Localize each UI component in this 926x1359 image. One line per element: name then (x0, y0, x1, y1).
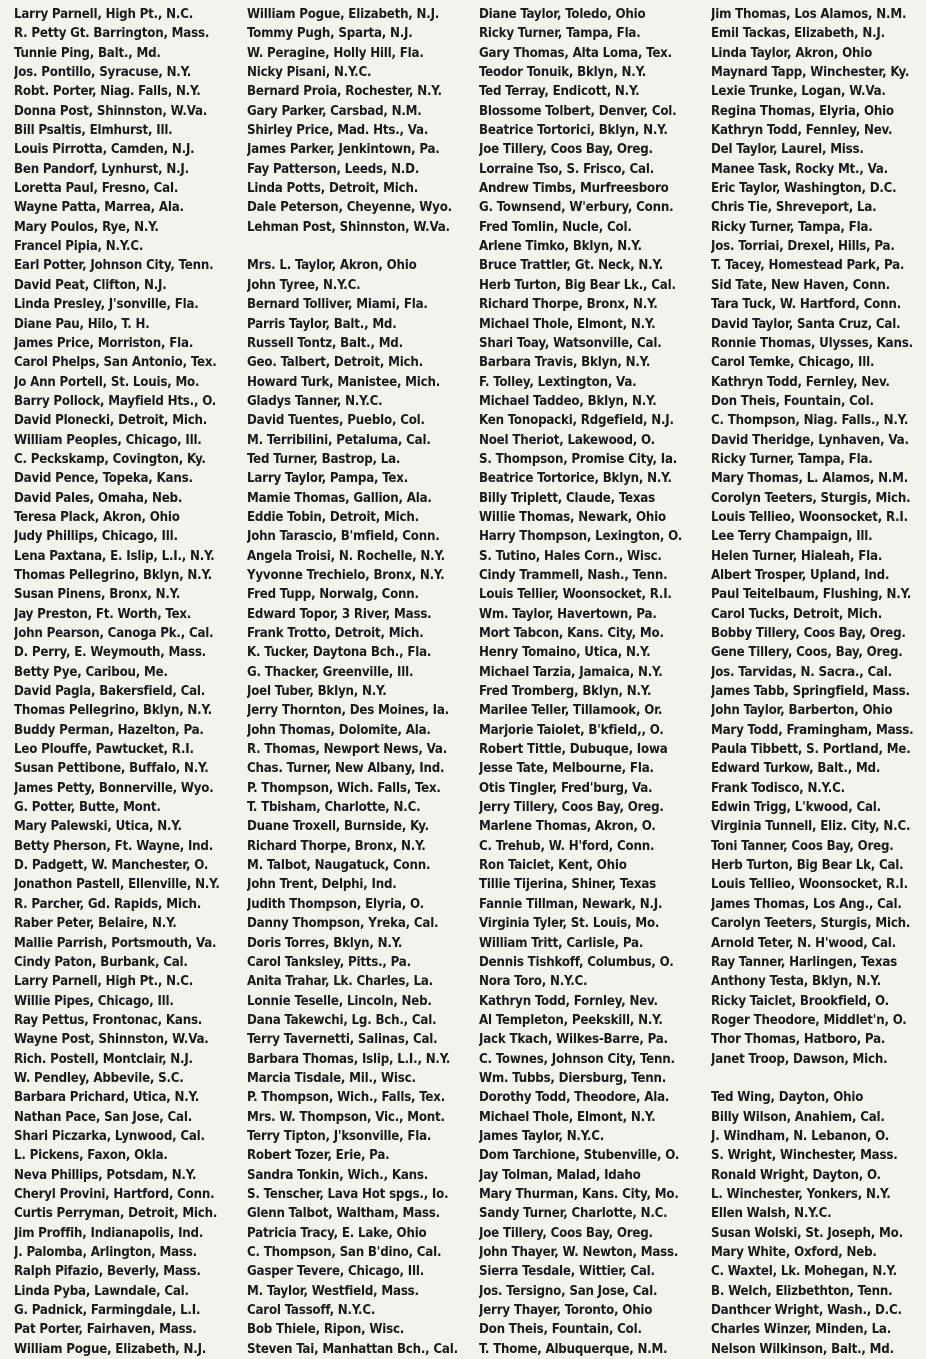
name-entry: Don Theis, Fountain, Col. (479, 1322, 642, 1338)
name-entry: Harry Thompson, Lexington, O. (479, 529, 683, 545)
name-entry: Ellen Walsh, N.Y.C. (711, 1206, 832, 1222)
name-entry: Larry Parnell, High Pt., N.C. (14, 7, 194, 22)
name-entry: Charles Winzer, Minden, La. (711, 1322, 892, 1338)
name-entry: Buddy Perman, Hazelton, Pa. (14, 722, 204, 738)
name-column-1 (14, 5, 243, 1359)
name-entry: Lonnie Teselle, Lincoln, Neb. (247, 993, 432, 1009)
name-entry: James Parker, Jenkintown, Pa. (247, 142, 440, 158)
name-entry: J. Palomba, Arlington, Mass. (14, 1245, 197, 1260)
name-entry: Linda Potts, Detroit, Mich. (247, 181, 418, 197)
name-entry: P. Thompson, Wich. Falls, Tex. (247, 780, 441, 796)
name-entry: Marcia Tisdale, Mil., Wisc. (247, 1070, 416, 1086)
name-entry: David Taylor, Santa Cruz, Cal. (711, 316, 901, 332)
name-entry: C. Thompson, Niag. Falls., N.Y. (711, 413, 909, 429)
name-entry: Bob Thiele, Ripon, Wisc. (247, 1322, 405, 1338)
name-entry: Mary White, Oxford, Neb. (711, 1245, 877, 1260)
name-entry: Susan Wolski, St. Joseph, Mo. (711, 1225, 903, 1241)
name-entry: Louis Pirrotta, Camden, N.J. (14, 142, 195, 158)
name-entry: Linda Pyba, Lawndale, Cal. (14, 1283, 189, 1299)
name-entry: G. Potter, Butte, Mont. (14, 800, 161, 816)
name-entry: Mallie Parrish, Portsmouth, Va. (14, 935, 217, 951)
name-entry: Andrew Timbs, Murfreesboro (479, 181, 669, 197)
name-entry: Geo. Talbert, Detroit, Mich. (247, 355, 423, 371)
name-entry: D. Perry, E. Weymouth, Mass. (14, 645, 206, 661)
name-entry: David Peat, Clifton, N.J. (14, 277, 167, 293)
name-entry: Barbara Travis, Bklyn, N.Y. (479, 355, 651, 371)
name-entry: John Thayer, W. Newton, Mass. (479, 1245, 679, 1260)
name-entry: Rich. Postell, Montclair, N.J. (14, 1051, 193, 1067)
name-entry: Larry Parnell, High Pt., N.C. (14, 974, 194, 990)
name-entry: Albert Trosper, Upland, Ind. (711, 567, 890, 583)
name-entry: Del Taylor, Laurel, Miss. (711, 142, 864, 158)
name-entry: James Tabb, Springfield, Mass. (711, 684, 910, 700)
name-entry: Jos. Tarvidas, N. Sacra., Cal. (711, 664, 892, 680)
name-entry: Nathan Pace, San Jose, Cal. (14, 1109, 193, 1125)
name-entry: Jesse Tate, Melbourne, Fla. (479, 761, 654, 777)
name-entry: Ken Tonopacki, Rdgefield, N.J. (479, 413, 674, 429)
name-entry: W. Pendley, Abbevile, S.C. (14, 1070, 184, 1086)
name-entry: L. Pickens, Faxon, Okla. (14, 1148, 168, 1164)
name-entry: Ted Turner, Bastrop, La. (247, 451, 401, 467)
name-entry: Linda Taylor, Akron, Ohio (711, 45, 873, 61)
name-entry: Curtis Perryman, Detroit, Mich. (14, 1206, 218, 1222)
name-entry: Yyvonne Trechielo, Bronx, N.Y. (247, 567, 445, 583)
name-entry: Michael Thole, Elmont, N.Y. (479, 316, 656, 332)
name-entry: Frank Todisco, N.Y.C. (711, 780, 845, 796)
name-entry: M. Talbot, Naugatuck, Conn. (247, 858, 431, 874)
name-entry: James Price, Morriston, Fla. (14, 335, 194, 351)
name-entry: L. Winchester, Yonkers, N.Y. (711, 1186, 891, 1202)
name-entry: Fannie Tillman, Newark, N.J. (479, 896, 663, 912)
name-entry: R. Thomas, Newport News, Va. (247, 742, 448, 758)
name-entry: G. Padnick, Farmingdale, L.I. (14, 1303, 201, 1319)
name-entry: Chas. Turner, New Albany, Ind. (247, 761, 445, 777)
name-entry: Barry Pollock, Mayfield Hts., O. (14, 393, 217, 409)
name-entry: Barbara Prichard, Utica, N.Y. (14, 1090, 200, 1106)
name-entry: Tillie Tijerina, Shiner, Texas (479, 877, 657, 893)
name-entry: Leo Plouffe, Pawtucket, R.I. (14, 742, 194, 758)
name-entry: Robert Tittle, Dubuque, Iowa (479, 742, 668, 758)
name-entry: Cindy Trammell, Nash., Tenn. (479, 567, 668, 583)
name-entry: S. Tenscher, Lava Hot spgs., Io. (247, 1186, 449, 1202)
name-entry: Thomas Pellegrino, Bklyn, N.Y. (14, 567, 212, 583)
name-entry: R. Parcher, Gd. Rapids, Mich. (14, 896, 202, 912)
name-entry: Gary Thomas, Alta Loma, Tex. (479, 45, 672, 61)
name-entry: David Theridge, Lynhaven, Va. (711, 432, 909, 448)
name-entry: Michael Taddeo, Bklyn, N.Y. (479, 393, 657, 409)
name-entry: Ben Pandorf, Lynhurst, N.J. (14, 161, 189, 177)
name-entry: Michael Thole, Elmont, N.Y. (479, 1109, 656, 1125)
name-entry: Ted Wing, Dayton, Ohio (711, 1090, 864, 1106)
name-entry: Dennis Tishkoff, Columbus, O. (479, 954, 674, 970)
name-entry: Ronald Wright, Dayton, O. (711, 1167, 881, 1183)
name-entry: Eddie Tobin, Detroit, Mich. (247, 509, 419, 525)
name-entry: Robert Tozer, Erie, Pa. (247, 1148, 390, 1164)
name-entry: Louis Tellier, Woonsocket, R.I. (479, 587, 672, 603)
name-entry: Loretta Paul, Fresno, Cal. (14, 181, 179, 197)
name-entry: Judy Phillips, Chicago, Ill. (14, 529, 178, 545)
name-entry: Dom Tarchione, Stubenville, O. (479, 1148, 680, 1164)
name-entry: Richard Thorpe, Bronx, N.Y. (247, 838, 426, 854)
name-entry: J. Windham, N. Lebanon, O. (711, 1128, 890, 1144)
name-entry: Nora Toro, N.Y.C. (479, 974, 588, 990)
name-entry: Herb Turton, Big Bear Lk., Cal. (479, 277, 676, 293)
name-entry: Mary Poulos, Rye, N.Y. (14, 219, 159, 235)
name-entry: Shari Piczarka, Lynwood, Cal. (14, 1128, 205, 1144)
name-entry: Frank Trotto, Detroit, Mich. (247, 626, 424, 641)
name-entry: Willie Pipes, Chicago, Ill. (14, 993, 174, 1009)
name-entry: Noel Theriot, Lakewood, O. (479, 432, 655, 448)
name-entry: James Taylor, N.Y.C. (479, 1128, 605, 1144)
name-entry: Ray Pettus, Frontonac, Kans. (14, 1012, 203, 1028)
name-entry: Dale Peterson, Cheyenne, Wyo. (247, 200, 452, 216)
name-entry: Nelson Wilkinson, Balt., Md. (711, 1341, 894, 1357)
name-entry: Wm. Taylor, Havertown, Pa. (479, 606, 657, 622)
name-entry: Sid Tate, New Haven, Conn. (711, 277, 890, 293)
name-entry: John Tarascio, B'mfield, Conn. (247, 529, 440, 545)
name-entry: Fred Tupp, Norwalg, Conn. (247, 587, 419, 603)
name-entry: Neva Phillips, Potsdam, N.Y. (14, 1167, 197, 1183)
name-entry: Janet Troop, Dawson, Mich. (711, 1051, 888, 1067)
name-entry: Fay Patterson, Leeds, N.D. (247, 161, 420, 177)
name-entry: Terry Tavernetti, Salinas, Cal. (247, 1032, 438, 1048)
name-entry: David Plonecki, Detroit, Mich. (14, 413, 208, 429)
name-entry: Manee Task, Rocky Mt., Va. (711, 161, 888, 177)
name-entry: Billy Triplett, Claude, Texas (479, 490, 655, 506)
name-entry: Jay Tolman, Malad, Idaho (479, 1167, 641, 1183)
name-entry: Carol Tucks, Detroit, Mich. (711, 606, 883, 622)
name-entry: Roger Theodore, Middlet'n, O. (711, 1012, 907, 1028)
name-entry: Anita Trahar, Lk. Charles, La. (247, 974, 433, 990)
name-entry: Lehman Post, Shinnston, W.Va. (247, 219, 450, 235)
name-entry: Jack Tkach, Wilkes-Barre, Pa. (479, 1032, 668, 1048)
name-entry: Louis Tellieo, Woonsocket, R.I. (711, 877, 908, 893)
name-entry: David Pales, Omaha, Neb. (14, 490, 183, 506)
name-entry: T. Thome, Albuquerque, N.M. (479, 1341, 668, 1357)
name-entry: Michael Tarzia, Jamaica, N.Y. (479, 664, 663, 680)
name-entry: F. Tolley, Lextington, Va. (479, 374, 637, 390)
name-entry: Teodor Tonuik, Bklyn, N.Y. (479, 65, 647, 81)
name-entry: Ray Tanner, Harlingen, Texas (711, 954, 897, 970)
name-entry: Corolyn Teeters, Sturgis, Mich. (711, 490, 911, 506)
name-entry: Jos. Torriai, Drexel, Hills, Pa. (711, 239, 895, 255)
name-entry: Steven Tai, Manhattan Bch., Cal. (247, 1341, 458, 1357)
name-entry: Don Theis, Fountain, Col. (711, 393, 874, 409)
name-entry: D. Padgett, W. Manchester, O. (14, 858, 209, 874)
name-entry: William Pogue, Elizabeth, N.J. (247, 7, 440, 22)
name-entry: Bernard Tolliver, Miami, Fla. (247, 297, 428, 313)
name-entry: Mamie Thomas, Gallion, Ala. (247, 490, 432, 506)
name-entry: Gene Tillery, Coos, Bay, Oreg. (711, 645, 903, 661)
name-entry: Toni Tanner, Coos Bay, Oreg. (711, 838, 894, 854)
name-entry: Fred Tromberg, Bklyn, N.Y. (479, 684, 652, 700)
name-entry: Danny Thompson, Yreka, Cal. (247, 916, 439, 932)
name-entry: Robt. Porter, Niag. Falls, N.Y. (14, 84, 201, 100)
name-entry: T. Tbisham, Charlotte, N.C. (247, 800, 421, 816)
name-entry: Bill Psaltis, Elmhurst, Ill. (14, 123, 173, 139)
name-entry: Ricky Taiclet, Brookfield, O. (711, 993, 889, 1009)
name-entry: Larry Taylor, Pampa, Tex. (247, 471, 409, 487)
name-entry: Sandra Tonkin, Wich., Kans. (247, 1167, 429, 1183)
name-entry: Lee Terry Champaign, Ill. (711, 529, 873, 545)
name-entry: Angela Troisi, N. Rochelle, N.Y. (247, 548, 445, 564)
name-entry: Russell Tontz, Balt., Md. (247, 335, 403, 351)
name-entry: Jim Thomas, Los Alamos, N.M. (711, 7, 907, 22)
name-entry: Marlene Thomas, Akron, O. (479, 819, 656, 835)
name-entry: Jim Proffih, Indianapolis, Ind. (14, 1225, 204, 1241)
name-entry: C. Townes, Johnson City, Tenn. (479, 1051, 675, 1067)
name-entry: Mary Thurman, Kans. City, Mo. (479, 1186, 679, 1202)
name-column-4 (711, 5, 926, 1359)
name-entry: Judith Thompson, Elyria, O. (247, 896, 424, 912)
name-entry: Mrs. W. Thompson, Vic., Mont. (247, 1109, 445, 1125)
name-entry: Tara Tuck, W. Hartford, Conn. (711, 297, 901, 313)
name-entry: Jonathon Pastell, Ellenville, N.Y. (14, 877, 220, 893)
name-entry: Dana Takewchi, Lg. Bch., Cal. (247, 1012, 437, 1028)
name-entry: Ricky Turner, Tampa, Fla. (711, 451, 873, 467)
name-entry: John Tyree, N.Y.C. (247, 277, 361, 293)
name-entry: Kathryn Todd, Fornley, Nev. (479, 993, 658, 1009)
name-entry: Wm. Tubbs, Diersburg, Tenn. (479, 1070, 667, 1086)
name-entry: Carolyn Teeters, Sturgis, Mich. (711, 916, 911, 932)
name-entry: Paul Teitelbaum, Flushing, N.Y. (711, 587, 912, 603)
name-entry: P. Thompson, Wich., Falls, Tex. (247, 1090, 446, 1106)
name-entry: Shari Toay, Watsonville, Cal. (479, 335, 662, 351)
name-entry: Donna Post, Shinnston, W.Va. (14, 103, 208, 119)
name-entry: Doris Torres, Bklyn, N.Y. (247, 935, 403, 951)
name-entry: C. Peckskamp, Covington, Ky. (14, 451, 206, 467)
name-entry: Shirley Price, Mad. Hts., Va. (247, 123, 429, 139)
name-entry: Ricky Turner, Tampa, Fla. (479, 26, 641, 42)
name-entry: Linda Presley, J'sonville, Fla. (14, 297, 199, 313)
name-entry: Carol Tassoff, N.Y.C. (247, 1303, 376, 1319)
name-entry: William Peoples, Chicago, Ill. (14, 432, 202, 448)
name-entry: Edward Topor, 3 River, Mass. (247, 606, 432, 622)
name-entry: Gary Parker, Carsbad, N.M. (247, 103, 422, 119)
name-entry: Earl Potter, Johnson City, Tenn. (14, 258, 214, 274)
name-entry: David Tuentes, Pueblo, Col. (247, 413, 425, 429)
name-entry: Pat Porter, Fairhaven, Mass. (14, 1322, 197, 1338)
name-entry: Mrs. L. Taylor, Akron, Ohio (247, 258, 417, 274)
name-entry: Bobby Tillery, Coos Bay, Oreg. (711, 626, 906, 641)
name-entry: Marilee Teller, Tillamook, Or. (479, 703, 663, 719)
name-entry: Tunnie Ping, Balt., Md. (14, 45, 161, 61)
name-entry: David Pagla, Bakersfield, Cal. (14, 684, 206, 700)
name-entry: John Pearson, Canoga Pk., Cal. (14, 626, 214, 641)
name-entry: John Thomas, Dolomite, Ala. (247, 722, 431, 738)
name-entry: Otis Tingler, Fred'burg, Va. (479, 780, 653, 796)
name-entry: Edwin Trigg, L'kwood, Cal. (711, 800, 881, 816)
name-entry: James Petty, Bonnerville, Wyo. (14, 780, 214, 796)
name-entry: C. Trehub, W. H'ford, Conn. (479, 838, 655, 854)
name-entry: Paula Tibbett, S. Portland, Me. (711, 742, 911, 758)
name-entry: Tommy Pugh, Sparta, N.J. (247, 26, 413, 42)
name-entry: Nicky Pisani, N.Y.C. (247, 65, 372, 81)
name-entry: Carol Tanksley, Pitts., Pa. (247, 954, 411, 970)
name-entry: Howard Turk, Manistee, Mich. (247, 374, 441, 390)
name-entry: Emil Tackas, Elizabeth, N.J. (711, 26, 885, 42)
name-entry: Glenn Talbot, Waltham, Mass. (247, 1206, 440, 1222)
name-entry: Kathryn Todd, Fennley, Nev. (711, 123, 893, 139)
name-entry: Henry Tomaino, Utica, N.Y. (479, 645, 651, 661)
name-entry: Gladys Tanner, N.Y.C. (247, 393, 383, 409)
name-entry: Joel Tuber, Bklyn, N.Y. (247, 684, 387, 700)
name-entry: S. Wright, Winchester, Mass. (711, 1148, 898, 1164)
name-entry: Mort Tabcon, Kans. City, Mo. (479, 626, 664, 641)
name-entry: Jos. Tersigno, San Jose, Cal. (479, 1283, 658, 1299)
name-entry: John Trent, Delphi, Ind. (247, 877, 397, 893)
name-entry: Chris Tie, Shreveport, La. (711, 200, 877, 216)
name-entry: Raber Peter, Belaire, N.Y. (14, 916, 177, 932)
name-entry: Carol Phelps, San Antonio, Tex. (14, 355, 217, 371)
name-entry: Jerry Thayer, Toronto, Ohio (479, 1303, 653, 1319)
name-entry: Maynard Tapp, Winchester, Ky. (711, 65, 910, 81)
name-entry: John Taylor, Barberton, Ohio (711, 703, 893, 719)
name-entry: Terry Tipton, J'ksonville, Fla. (247, 1128, 432, 1144)
name-entry: Betty Pye, Caribou, Me. (14, 664, 168, 680)
name-entry: Dorothy Todd, Theodore, Ala. (479, 1090, 670, 1106)
name-entry: Ted Terray, Endicott, N.Y. (479, 84, 640, 100)
name-entry: Ronnie Thomas, Ulysses, Kans. (711, 335, 913, 351)
name-entry: Regina Thomas, Elyria, Ohio (711, 103, 894, 119)
name-entry: Edward Turkow, Balt., Md. (711, 761, 881, 777)
name-entry: Herb Turton, Big Bear Lk, Cal. (711, 858, 904, 874)
name-entry: Cheryl Provini, Hartford, Conn. (14, 1186, 215, 1202)
name-entry: Ralph Pifazio, Beverly, Mass. (14, 1264, 201, 1280)
name-entry: Susan Pettibone, Buffalo, N.Y. (14, 761, 209, 777)
name-entry: C. Waxtel, Lk. Mohegan, N.Y. (711, 1264, 897, 1280)
name-entry: Willie Thomas, Newark, Ohio (479, 509, 666, 525)
name-entry: Beatrice Tortorice, Bklyn, N.Y. (479, 471, 672, 487)
name-entry: M. Terribilini, Petaluma, Cal. (247, 432, 431, 448)
name-entry: Jo Ann Portell, St. Louis, Mo. (14, 374, 200, 390)
name-entry: Richard Thorpe, Bronx, N.Y. (479, 297, 658, 313)
name-entry: David Pence, Topeka, Kans. (14, 471, 193, 487)
name-entry: Ron Taiclet, Kent, Ohio (479, 858, 627, 874)
name-entry: S. Thompson, Promise City, Ia. (479, 451, 678, 467)
name-entry: K. Tucker, Daytona Bch., Fla. (247, 645, 432, 661)
name-entry: Arlene Timko, Bklyn, N.Y. (479, 239, 642, 255)
name-entry: Parris Taylor, Balt., Md. (247, 316, 397, 332)
name-entry: Lorraine Tso, S. Frisco, Cal. (479, 161, 655, 177)
name-entry: Mary Todd, Framingham, Mass. (711, 722, 914, 738)
name-entry: Sierra Tesdale, Wittier, Cal. (479, 1264, 655, 1280)
name-entry: Bruce Trattler, Gt. Neck, N.Y. (479, 258, 663, 274)
name-entry: Jos. Pontillo, Syracuse, N.Y. (14, 65, 192, 81)
name-entry: Virginia Tyler, St. Louis, Mo. (479, 916, 660, 932)
name-entry: T. Tacey, Homestead Park, Pa. (711, 258, 905, 274)
name-column-2 (247, 5, 475, 1359)
name-entry: Bernard Proia, Rochester, N.Y. (247, 84, 442, 100)
name-entry: Blossome Tolbert, Denver, Col. (479, 103, 677, 119)
name-entry: Jerry Tillery, Coos Bay, Oreg. (479, 800, 664, 816)
name-entry: Arnold Teter, N. H'wood, Cal. (711, 935, 896, 951)
name-entry: R. Petty Gt. Barrington, Mass. (14, 26, 210, 42)
name-entry: Helen Turner, Hialeah, Fla. (711, 548, 883, 564)
name-entry: M. Taylor, Westfield, Mass. (247, 1283, 419, 1299)
name-entry: Wayne Post, Shinnston, W.Va. (14, 1032, 209, 1048)
name-entry: Virginia Tunnell, Eliz. City, N.C. (711, 819, 911, 835)
name-entry: Danthcer Wright, Wash., D.C. (711, 1303, 902, 1319)
name-entry: Wayne Patta, Marrea, Ala. (14, 200, 184, 216)
name-column-3 (479, 5, 707, 1359)
name-entry: Carol Temke, Chicago, Ill. (711, 355, 875, 371)
name-entry: Marjorie Taiolet, B'kfield,, O. (479, 722, 664, 738)
name-entry: Thomas Pellegrino, Bklyn, N.Y. (14, 703, 212, 719)
name-entry: Cindy Paton, Burbank, Cal. (14, 954, 188, 970)
name-entry: Susan Pinens, Bronx, N.Y. (14, 587, 181, 603)
name-entry: Joe Tillery, Coos Bay, Oreg. (479, 142, 653, 158)
name-entry: B. Welch, Elizbethton, Tenn. (711, 1283, 893, 1299)
name-entry: Diane Pau, Hilo, T. H. (14, 316, 150, 332)
name-entry: Barbara Thomas, Islip, L.I., N.Y. (247, 1051, 451, 1067)
name-entry: Jerry Thornton, Des Moines, Ia. (247, 703, 449, 719)
name-entry: Joe Tillery, Coos Bay, Oreg. (479, 1225, 653, 1241)
name-entry: Ricky Turner, Tampa, Fla. (711, 219, 873, 235)
name-entry: William Tritt, Carlisle, Pa. (479, 935, 644, 951)
name-entry: S. Tutino, Hales Corn., Wisc. (479, 548, 662, 564)
name-entry: Duane Troxell, Burnside, Ky. (247, 819, 429, 835)
name-entry: Betty Pherson, Ft. Wayne, Ind. (14, 838, 213, 854)
name-entry: Eric Taylor, Washington, D.C. (711, 181, 897, 197)
name-entry: G. Townsend, W'erbury, Conn. (479, 200, 674, 216)
name-entry: Kathryn Todd, Fernley, Nev. (711, 374, 890, 390)
name-entry: Patricia Tracy, E. Lake, Ohio (247, 1225, 427, 1241)
name-entry: Diane Taylor, Toledo, Ohio (479, 7, 646, 22)
name-entry: C. Thompson, San B'dino, Cal. (247, 1245, 442, 1260)
name-entry: Jay Preston, Ft. Worth, Tex. (14, 606, 192, 622)
name-entry: W. Peragine, Holly Hill, Fla. (247, 45, 424, 61)
name-entry: James Thomas, Los Ang., Cal. (711, 896, 902, 912)
name-entry: Sandy Turner, Charlotte, N.C. (479, 1206, 668, 1222)
name-entry: Louis Tellieo, Woonsocket, R.I. (711, 509, 908, 525)
name-entry: William Pogue, Elizabeth, N.J. (14, 1341, 207, 1357)
name-entry: Thor Thomas, Hatboro, Pa. (711, 1032, 886, 1048)
name-entry: Gasper Tevere, Chicago, Ill. (247, 1264, 425, 1280)
name-entry: Teresa Plack, Akron, Ohio (14, 509, 180, 525)
name-entry: Billy Wilson, Anahiem, Cal. (711, 1109, 885, 1125)
name-entry: Lena Paxtana, E. Islip, L.I., N.Y. (14, 548, 215, 564)
name-entry: Beatrice Tortorici, Bklyn, N.Y. (479, 123, 668, 139)
name-entry: Anthony Testa, Bklyn, N.Y. (711, 974, 881, 990)
name-entry: Mary Palewski, Utica, N.Y. (14, 819, 182, 835)
name-entry: Fred Tomlin, Nucle, Col. (479, 219, 632, 235)
name-entry: Lexie Trunke, Logan, W.Va. (711, 84, 886, 100)
name-entry: Francel Pipia, N.Y.C. (14, 239, 144, 255)
name-entry: Mary Thomas, L. Alamos, N.M. (711, 471, 909, 487)
name-entry: Al Templeton, Peekskill, N.Y. (479, 1012, 663, 1028)
name-entry: G. Thacker, Greenville, Ill. (247, 664, 414, 680)
